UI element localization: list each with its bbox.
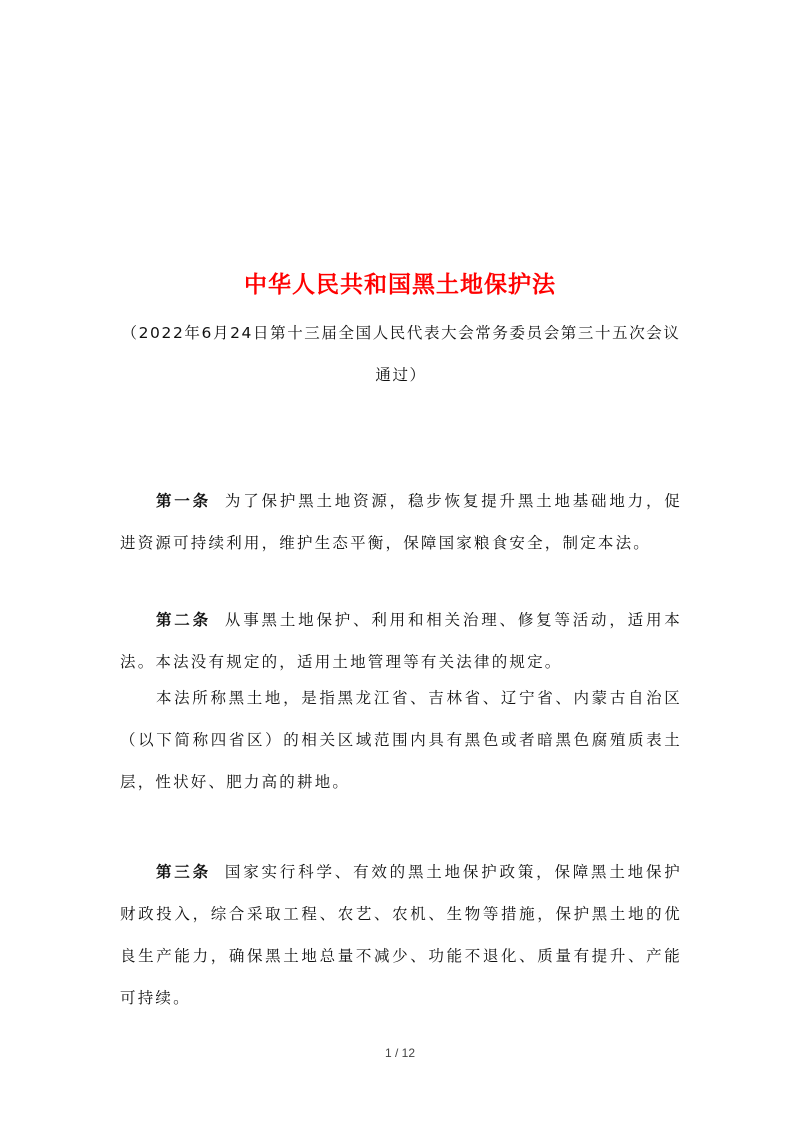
article-2-paragraph-1	[120, 599, 682, 683]
article-number: 第二条	[156, 611, 211, 629]
article-2-paragraph-2	[120, 677, 682, 803]
article-number: 第三条	[156, 863, 211, 881]
article-text: 为了保护黑土地资源，稳步恢复提升黑土地基础地力，促进资源可持续利用，维护生态平衡，保障国家粮食安全，制定本法。	[120, 492, 682, 552]
page-indicator: 1 / 12	[384, 1046, 416, 1060]
article-text: 国家实行科学、有效的黑土地保护政策，保障黑土地保护财政投入，综合采取工程、农艺、农机、生物等措施，保护黑土地的优良生产能力，确保黑土地总量不减少、功能不退化、质量有提升、产能可持续。	[120, 863, 682, 1007]
article-number: 第一条	[156, 492, 211, 510]
document-title: 中华人民共和国黑土地保护法	[244, 272, 556, 298]
article-2	[120, 599, 682, 803]
document-subtitle: （2022年6月24日第十三届全国人民代表大会常务委员会第三十五次会议通过）	[121, 324, 681, 384]
article-1	[120, 480, 682, 564]
article-1-paragraph-1	[120, 480, 682, 564]
article-text: 本法所称黑土地，是指黑龙江省、吉林省、辽宁省、内蒙古自治区（以下简称四省区）的相关区域范围内具有黑色或者暗黑色腐殖质表土层，性状好、肥力高的耕地。	[120, 689, 682, 791]
article-3	[120, 851, 682, 1019]
article-text: 从事黑土地保护、利用和相关治理、修复等活动，适用本法。本法没有规定的，适用土地管理等有关法律的规定。	[120, 611, 682, 671]
article-3-paragraph-1	[120, 851, 682, 1019]
